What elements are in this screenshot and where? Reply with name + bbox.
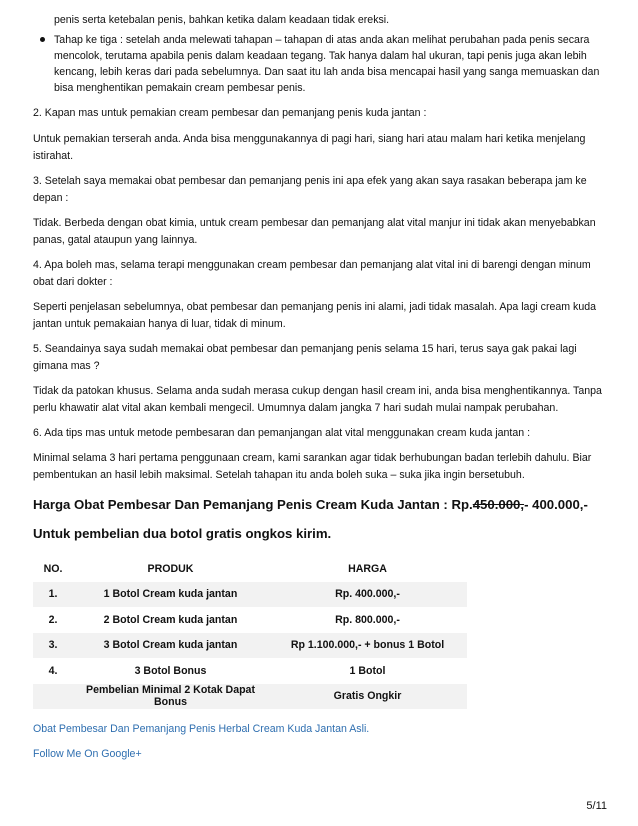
table-header: HARGA: [348, 562, 387, 575]
table-row: [33, 582, 467, 608]
free-shipping-note: Untuk pembelian dua botol gratis ongkos kirim.: [33, 526, 332, 541]
answer-5: Tidak da patokan khusus. Selama anda sudah merasa cukup dengan hasil cream ini, anda bisa menghentikannya. Tanpa perlu khawatir alat vital akan kembali mengecil. Umumnya dalam jangka 7 hari sudah mulai nampak perubahan.: [33, 385, 602, 414]
price-heading-prefix: Harga Obat Pembesar Dan Pemanjang Penis Cream Kuda Jantan : Rp.: [33, 497, 473, 512]
list-item: [54, 32, 608, 96]
table-cell: Gratis Ongkir: [268, 684, 467, 710]
table-row: [33, 684, 467, 710]
answer-2: Untuk pemakian terserah anda. Anda bisa menggunakannya di pagi hari, siang hari atau malam hari ketika menjelang istirahat.: [33, 133, 586, 162]
price-heading: [33, 496, 608, 514]
table-cell: 2.: [48, 613, 58, 626]
table-cell: Rp. 400.000,-: [268, 582, 467, 608]
answer-6: Minimal selama 3 hari pertama penggunaan cream, kami sarankan agar tidak berhubungan badan terlebih dahulu. Biar pembentukan an hasil lebih maksimal. Setelah tahapan itu anda boleh suka – suka jika ingin bersetubuh.: [33, 452, 592, 481]
follow-google-plus-link[interactable]: Follow Me On Google+: [33, 748, 142, 760]
table-row: [33, 633, 467, 659]
bullet-text: Tahap ke tiga : setelah anda melewati tahapan – tahapan di atas anda akan melihat perubahan pada penis secara mencolok, terutama apabila penis dalam keadaan tegang. Tak hanya dalam hal ukuran, tapi penis juga akan lebih kencang, lebih keras dari pada sebelumnya. Dan saat itu lah anda bisa mencapai hasil yang sanga memuaskan dan bisa menghentikan pemakain cream pembesar penis.: [54, 34, 600, 94]
table-cell: 1.: [33, 582, 73, 608]
table-cell: Rp. 800.000,-: [335, 613, 400, 626]
question-2: 2. Kapan mas untuk pemakian cream pembesar dan pemanjang penis kuda jantan :: [33, 107, 427, 119]
table-header: NO.: [43, 562, 63, 575]
answer-4: Seperti penjelasan sebelumnya, obat pembesar dan pemanjang penis ini alami, jadi tidak masalah. Apa lagi cream kuda jantan untuk pemakaian hanya di luar, tidak di minum.: [33, 301, 596, 330]
bullet-list: [33, 32, 608, 96]
table-cell: 3 Botol Cream kuda jantan: [73, 633, 268, 659]
table-cell: 4.: [48, 664, 58, 677]
old-price: 450.000,: [472, 497, 525, 512]
answer-3: Tidak. Berbeda dengan obat kimia, untuk cream pembesar dan pemanjang alat vital manjur ini tidak akan menyebabkan panas, gatal ataupun yang lainnya.: [33, 217, 596, 246]
product-link[interactable]: Obat Pembesar Dan Pemanjang Penis Herbal Cream Kuda Jantan Asli.: [33, 723, 370, 735]
bullet-dot-icon: [40, 37, 45, 42]
question-6: 6. Ada tips mas untuk metode pembesaran dan pemanjangan alat vital menggunakan cream kuda jantan :: [33, 427, 531, 439]
table-cell: 1 Botol: [349, 664, 386, 677]
table-cell: 3.: [33, 633, 73, 659]
question-4: 4. Apa boleh mas, selama terapi menggunakan cream pembesar dan pemanjang alat vital ini di barengi dengan minum obat dari dokter :: [33, 259, 591, 288]
table-row: [33, 607, 467, 633]
table-row: [33, 658, 467, 684]
table-cell: 1 Botol Cream kuda jantan: [73, 582, 268, 608]
table-cell: Rp 1.100.000,- + bonus 1 Botol: [268, 633, 467, 659]
new-price: - 400.000,-: [524, 497, 588, 512]
document-page: [33, 12, 608, 763]
table-cell: Pembelian Minimal 2 Kotak Dapat Bonus: [73, 684, 268, 710]
question-5: 5. Seandainya saya sudah memakai obat pembesar dan pemanjang penis selama 15 hari, terus saya gak pakai lagi gimana mas ?: [33, 343, 577, 372]
bullet-continuation: penis serta ketebalan penis, bahkan ketika dalam keadaan tidak ereksi.: [54, 14, 390, 26]
table-cell: 2 Botol Cream kuda jantan: [103, 613, 238, 626]
page-number: 5/11: [586, 800, 607, 812]
table-cell: 3 Botol Bonus: [134, 664, 207, 677]
table-header-row: [33, 556, 467, 582]
table-header: PRODUK: [147, 562, 194, 575]
question-3: 3. Setelah saya memakai obat pembesar dan pemanjang penis ini apa efek yang akan saya rasakan beberapa jam ke depan :: [33, 175, 587, 204]
table-cell: [33, 684, 73, 710]
price-table: [33, 556, 467, 709]
